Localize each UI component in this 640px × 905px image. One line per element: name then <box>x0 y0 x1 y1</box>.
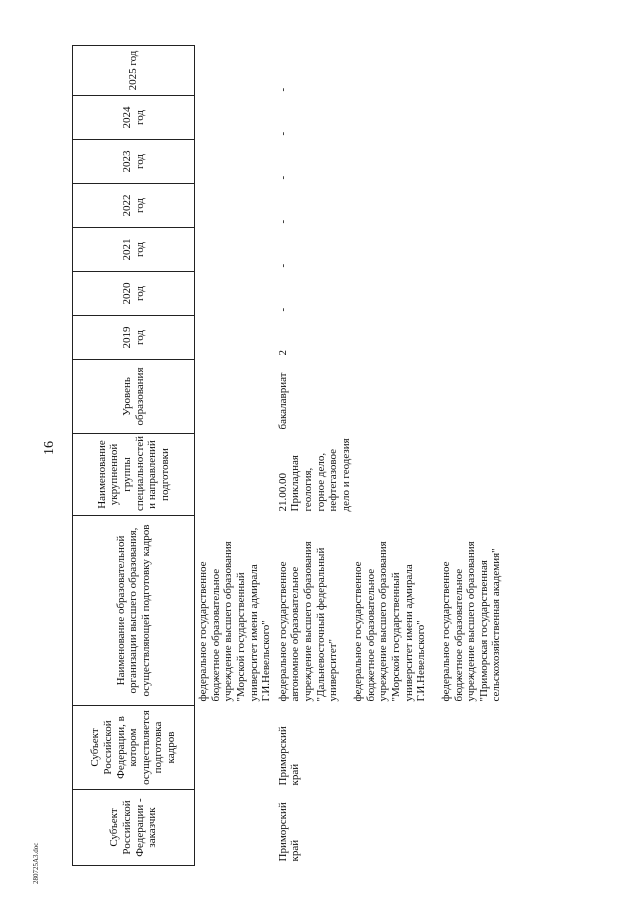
cell-year-2025: - <box>276 87 289 92</box>
footer-file-code: 280725A3.doc <box>32 842 40 884</box>
header-year-2023: 2023 год <box>73 140 195 184</box>
header-education-level: Уровень образования <box>73 360 195 434</box>
header-year-2021: 2021 год <box>73 228 195 272</box>
cell-education-level: бакалавриат <box>276 372 289 430</box>
organization-entry: федеральное государственное автономное образовательное учреждение высшего образования "Дальневосточный федеральный университет" <box>276 541 340 702</box>
cell-year-2019: 2 <box>276 350 289 356</box>
cell-year-2020: - <box>276 307 289 312</box>
cell-year-2023: - <box>276 175 289 180</box>
cell-year-2024: - <box>276 131 289 136</box>
organization-entry: федеральное государственное бюджетное образовательное учреждение высшего образования "Приморская государственная сельскохозяйственная академия" <box>439 541 503 702</box>
cell-organization-continuation: федеральное государственное бюджетное образовательное учреждение высшего образования "Морской государственный университет имени адмирала Г.И.Невельского" <box>197 541 273 702</box>
header-year-2025: 2025 год <box>73 46 195 96</box>
quota-table <box>72 45 505 866</box>
table-header-row <box>73 46 195 866</box>
header-subject-customer: Субъект Российской Федерации - заказчик <box>73 790 195 866</box>
table-row-primorsky <box>275 46 505 866</box>
cell-year-2022: - <box>276 219 289 224</box>
header-year-2022: 2022 год <box>73 184 195 228</box>
header-specialty-group: Наименование укрупненной группы специальностей и направлений подготовки <box>73 434 195 516</box>
page-number: 16 <box>42 441 57 455</box>
header-subject-training: Субъект Российской Федерации, в котором осуществляется подготовка кадров <box>73 706 195 790</box>
organization-entry: федеральное государственное бюджетное образовательное учреждение высшего образования "Морской государственный университет имени адмирала Г.И.Невельского" <box>352 541 428 702</box>
table-row-continuation <box>195 46 275 866</box>
cell-year-2021: - <box>276 263 289 268</box>
cell-subject-training: Приморский край <box>276 726 302 786</box>
cell-specialty-group: 21.00.00 Прикладная геология, горное дело, нефтегазовое дело и геодезия <box>276 438 353 512</box>
header-organization: Наименование образовательной организации высшего образования, осуществляющей подготовку кадров <box>73 516 195 706</box>
header-year-2020: 2020 год <box>73 272 195 316</box>
header-year-2019: 2019 год <box>73 316 195 360</box>
cell-organizations <box>275 516 505 706</box>
rotated-table-block <box>72 46 592 866</box>
header-year-2024: 2024 год <box>73 96 195 140</box>
cell-subject-customer: Приморский край <box>276 802 302 862</box>
